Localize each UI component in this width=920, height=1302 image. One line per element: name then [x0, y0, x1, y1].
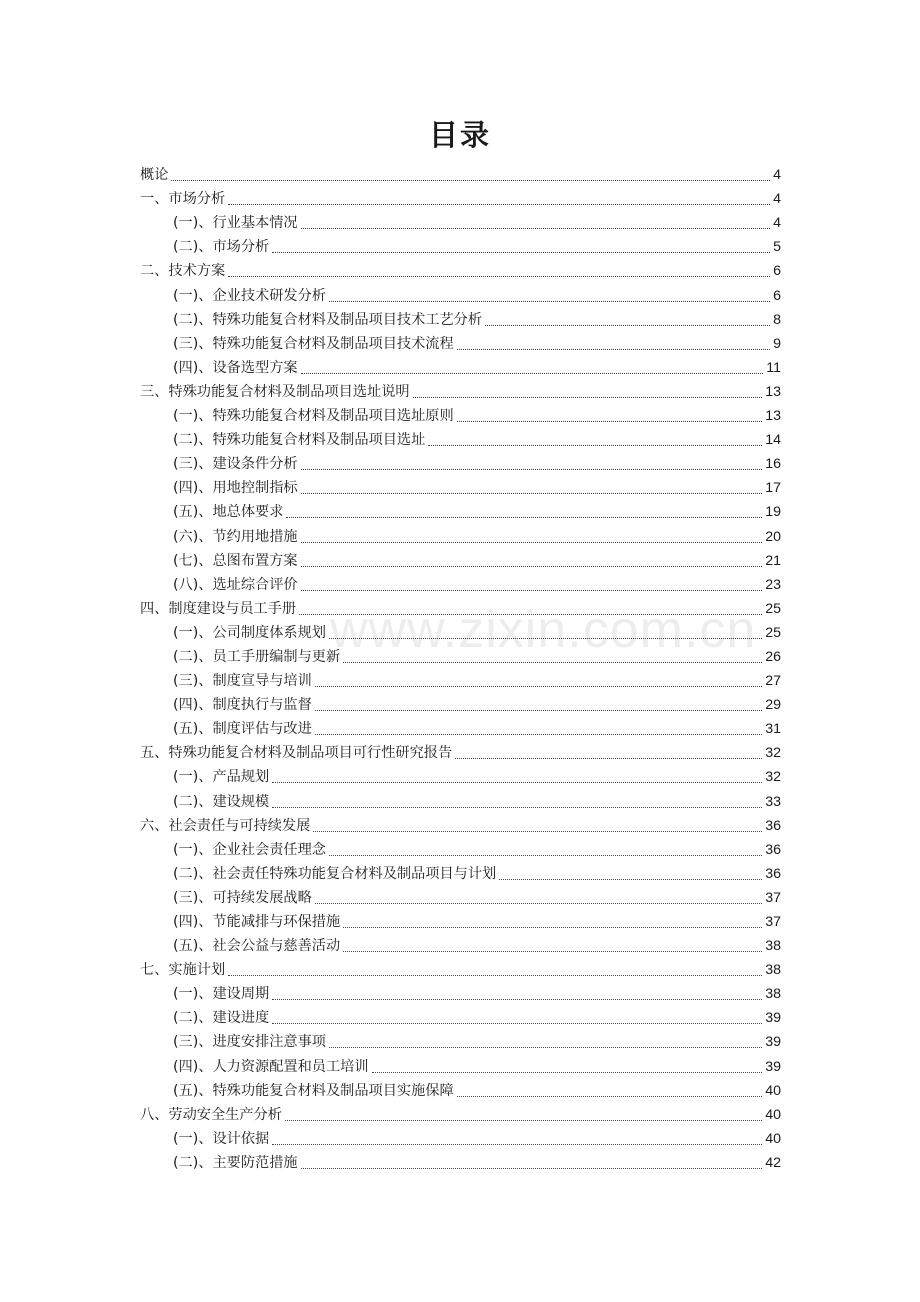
dot-leader	[372, 1072, 763, 1073]
page-title: 目录	[428, 118, 491, 152]
dot-leader	[228, 276, 770, 277]
toc-entry-label: (八)、选址综合评价	[173, 576, 298, 593]
toc-page-number: 8	[773, 311, 781, 328]
toc-section-link[interactable]	[140, 160, 781, 184]
toc-page-number: 26	[765, 648, 781, 665]
toc-page-number: 19	[765, 504, 781, 521]
toc-subsection-link[interactable]	[140, 666, 781, 690]
toc-subsection-link[interactable]	[140, 208, 781, 232]
dot-leader	[499, 879, 762, 880]
toc-entry-label: (二)、员工手册编制与更新	[173, 648, 341, 665]
dot-leader	[329, 1047, 762, 1048]
toc-page-number: 31	[765, 721, 781, 738]
toc-subsection-link[interactable]	[140, 642, 781, 666]
dot-leader	[343, 927, 762, 928]
toc-entry-label: (五)、特殊功能复合材料及制品项目实施保障	[173, 1082, 454, 1099]
toc-subsection-link[interactable]	[140, 979, 781, 1003]
toc-page-number: 11	[766, 359, 781, 376]
toc-subsection-link[interactable]	[140, 280, 781, 304]
dot-leader	[457, 349, 770, 350]
dot-leader	[343, 662, 762, 663]
toc-entry-label: (一)、产品规划	[173, 769, 270, 786]
toc-page-number: 38	[765, 962, 781, 979]
toc-subsection-link[interactable]	[140, 762, 781, 786]
dot-leader	[428, 445, 762, 446]
dot-leader	[272, 999, 762, 1000]
toc-subsection-link[interactable]	[140, 618, 781, 642]
toc-entry-label: 七、实施计划	[140, 962, 226, 979]
toc-subsection-link[interactable]	[140, 714, 781, 738]
toc-entry-label: (二)、特殊功能复合材料及制品项目技术工艺分析	[173, 311, 483, 328]
toc-page-number: 21	[765, 552, 781, 569]
toc-entry-label: (三)、制度宣导与培训	[173, 673, 312, 690]
toc-page-number: 39	[765, 1058, 781, 1075]
watermark: www.zixin.com.cn	[330, 601, 757, 659]
dot-leader	[272, 782, 762, 783]
toc-page-number: 38	[765, 938, 781, 955]
toc-entry-label: 六、社会责任与可持续发展	[140, 817, 311, 834]
toc-page-number: 37	[765, 914, 781, 930]
dot-leader	[301, 590, 763, 591]
toc-entry-label: (二)、特殊功能复合材料及制品项目选址	[173, 432, 426, 449]
toc-subsection-link[interactable]	[140, 546, 781, 570]
toc-page-number: 4	[773, 215, 781, 232]
toc-section-link[interactable]	[140, 1100, 781, 1124]
dot-leader	[286, 517, 762, 518]
dot-leader	[315, 710, 762, 711]
dot-leader	[315, 686, 762, 687]
toc-entry-label: (一)、行业基本情况	[173, 215, 298, 232]
toc-subsection-link[interactable]	[140, 449, 781, 473]
toc-subsection-link[interactable]	[140, 497, 781, 521]
toc-page-number: 38	[765, 986, 781, 1003]
dot-leader	[413, 397, 763, 398]
toc-page-number: 32	[765, 769, 781, 786]
toc-subsection-link[interactable]	[140, 329, 781, 353]
toc-page-number: 37	[765, 889, 781, 906]
toc-entry-label: 二、技术方案	[140, 263, 226, 280]
dot-leader	[272, 252, 770, 253]
dot-leader	[301, 493, 763, 494]
toc-entry-label: (四)、人力资源配置和员工培训	[173, 1058, 369, 1075]
toc-entry-label: (一)、公司制度体系规划	[173, 624, 326, 641]
toc-entry-label: 一、市场分析	[140, 191, 226, 208]
toc-entry-label: (四)、制度执行与监督	[173, 697, 312, 714]
toc-page-number: 13	[765, 383, 781, 400]
toc-section-link[interactable]	[140, 811, 781, 835]
dot-leader	[299, 614, 762, 615]
dot-leader	[301, 566, 763, 567]
toc-subsection-link[interactable]	[140, 1076, 781, 1100]
toc-entry-label: (五)、地总体要求	[173, 504, 284, 521]
toc-entry-label: 概论	[140, 167, 169, 184]
toc-subsection-link[interactable]	[140, 1124, 781, 1148]
dot-leader	[343, 951, 762, 952]
toc-page-number: 36	[765, 865, 781, 882]
toc-page-number: 20	[765, 528, 781, 545]
dot-leader	[285, 1120, 762, 1121]
toc-page-number: 32	[765, 745, 781, 762]
dot-leader	[228, 975, 762, 976]
toc-entry-label: (一)、特殊功能复合材料及制品项目选址原则	[173, 408, 454, 425]
toc-subsection-link[interactable]	[140, 232, 781, 256]
dot-leader	[329, 638, 762, 639]
toc-subsection-link[interactable]	[140, 883, 781, 907]
dot-leader	[301, 542, 763, 543]
toc-page-number: 42	[765, 1154, 781, 1171]
toc-section-link[interactable]	[140, 256, 781, 280]
toc-subsection-link[interactable]	[140, 353, 781, 377]
dot-leader	[455, 758, 762, 759]
dot-leader	[171, 180, 770, 181]
toc-entry-label: (四)、用地控制指标	[173, 480, 298, 497]
toc-entry-label: (一)、企业技术研发分析	[173, 287, 326, 304]
toc-entry-label: (一)、设计依据	[173, 1130, 270, 1147]
toc-subsection-link[interactable]	[140, 786, 781, 810]
toc-page-number: 17	[765, 480, 781, 497]
toc-page-number: 4	[773, 191, 781, 208]
toc-entry-label: (六)、节约用地措施	[173, 528, 298, 545]
toc-page-number: 16	[765, 456, 781, 473]
toc-page-number: 4	[773, 167, 781, 184]
toc-entry-label: (三)、特殊功能复合材料及制品项目技术流程	[173, 335, 454, 352]
dot-leader	[228, 204, 770, 205]
toc-subsection-link[interactable]	[140, 401, 781, 425]
dot-leader	[457, 1096, 763, 1097]
toc-page-number: 27	[765, 673, 781, 690]
dot-leader	[457, 421, 763, 422]
toc-subsection-link[interactable]	[140, 1051, 781, 1075]
toc-page-number: 36	[765, 841, 781, 858]
toc-section-link[interactable]	[140, 184, 781, 208]
toc-page-number: 25	[765, 624, 781, 641]
toc-entry-label: (五)、社会公益与慈善活动	[173, 938, 341, 955]
dot-leader	[315, 903, 762, 904]
toc-section-link[interactable]	[140, 594, 781, 618]
toc-entry-label: (二)、社会责任特殊功能复合材料及制品项目与计划	[173, 865, 497, 882]
toc-page-number: 39	[765, 1034, 781, 1051]
toc-subsection-link[interactable]	[140, 1027, 781, 1051]
toc-page-number: 9	[773, 335, 781, 352]
toc-subsection-link[interactable]	[140, 570, 781, 594]
toc-page-number: 29	[765, 697, 781, 714]
toc-subsection-link[interactable]	[140, 835, 781, 859]
toc-page-number: 25	[765, 600, 781, 617]
dot-leader	[272, 807, 762, 808]
dot-leader	[301, 469, 763, 470]
toc-page-number: 40	[765, 1106, 781, 1123]
toc-entry-label: (三)、建设条件分析	[173, 456, 298, 473]
dot-leader	[301, 228, 771, 229]
dot-leader	[301, 373, 764, 374]
dot-leader	[272, 1023, 762, 1024]
toc-page-number: 36	[765, 817, 781, 834]
toc-subsection-link[interactable]	[140, 931, 781, 955]
toc-entry-label: (七)、总图布置方案	[173, 552, 298, 569]
toc-entry-label: 五、特殊功能复合材料及制品项目可行性研究报告	[140, 745, 453, 762]
toc-subsection-link[interactable]	[140, 1003, 781, 1027]
toc-entry-label: 八、劳动安全生产分析	[140, 1106, 282, 1123]
toc-page-number: 40	[765, 1082, 781, 1099]
dot-leader	[329, 855, 762, 856]
toc-entry-label: (一)、企业社会责任理念	[173, 841, 326, 858]
toc-subsection-link[interactable]	[140, 521, 781, 545]
toc-entry-label: 四、制度建设与员工手册	[140, 600, 297, 617]
toc-subsection-link[interactable]	[140, 690, 781, 714]
toc-subsection-link[interactable]	[140, 305, 781, 329]
toc-section-link[interactable]	[140, 955, 781, 979]
toc-entry-label: (一)、建设周期	[173, 986, 270, 1003]
toc-entry-label: (四)、节能减排与环保措施	[173, 914, 341, 930]
toc-subsection-link[interactable]	[140, 473, 781, 497]
toc-subsection-link[interactable]	[140, 425, 781, 449]
dot-leader	[329, 301, 770, 302]
toc-page-number: 6	[773, 263, 781, 280]
toc-section-link[interactable]	[140, 377, 781, 401]
table-of-contents	[140, 160, 781, 1172]
toc-entry-label: (二)、建设进度	[173, 1010, 270, 1027]
toc-page-number: 40	[765, 1130, 781, 1147]
toc-entry-label: (三)、可持续发展战略	[173, 889, 312, 906]
toc-subsection-link[interactable]	[140, 859, 781, 883]
toc-entry-label: (四)、设备选型方案	[173, 359, 298, 376]
dot-leader	[315, 734, 762, 735]
toc-entry-label: (二)、建设规模	[173, 793, 270, 810]
dot-leader	[485, 325, 770, 326]
toc-page-number: 6	[773, 287, 781, 304]
toc-entry-label: 三、特殊功能复合材料及制品项目选址说明	[140, 383, 410, 400]
dot-leader	[272, 1144, 762, 1145]
dot-leader	[301, 1168, 763, 1169]
toc-entry-label: (五)、制度评估与改进	[173, 721, 312, 738]
toc-page-number: 13	[765, 408, 781, 425]
toc-page-number: 23	[765, 576, 781, 593]
toc-entry-label: (三)、进度安排注意事项	[173, 1034, 326, 1051]
toc-page-number: 33	[765, 793, 781, 810]
toc-entry-label: (二)、市场分析	[173, 239, 270, 256]
toc-section-link[interactable]	[140, 738, 781, 762]
toc-subsection-link[interactable]	[140, 907, 781, 931]
toc-page-number: 39	[765, 1010, 781, 1027]
toc-page-number: 14	[765, 432, 781, 449]
toc-entry-label: (二)、主要防范措施	[173, 1154, 298, 1171]
toc-subsection-link[interactable]	[140, 1148, 781, 1172]
dot-leader	[313, 831, 762, 832]
toc-page-number: 5	[773, 239, 781, 256]
